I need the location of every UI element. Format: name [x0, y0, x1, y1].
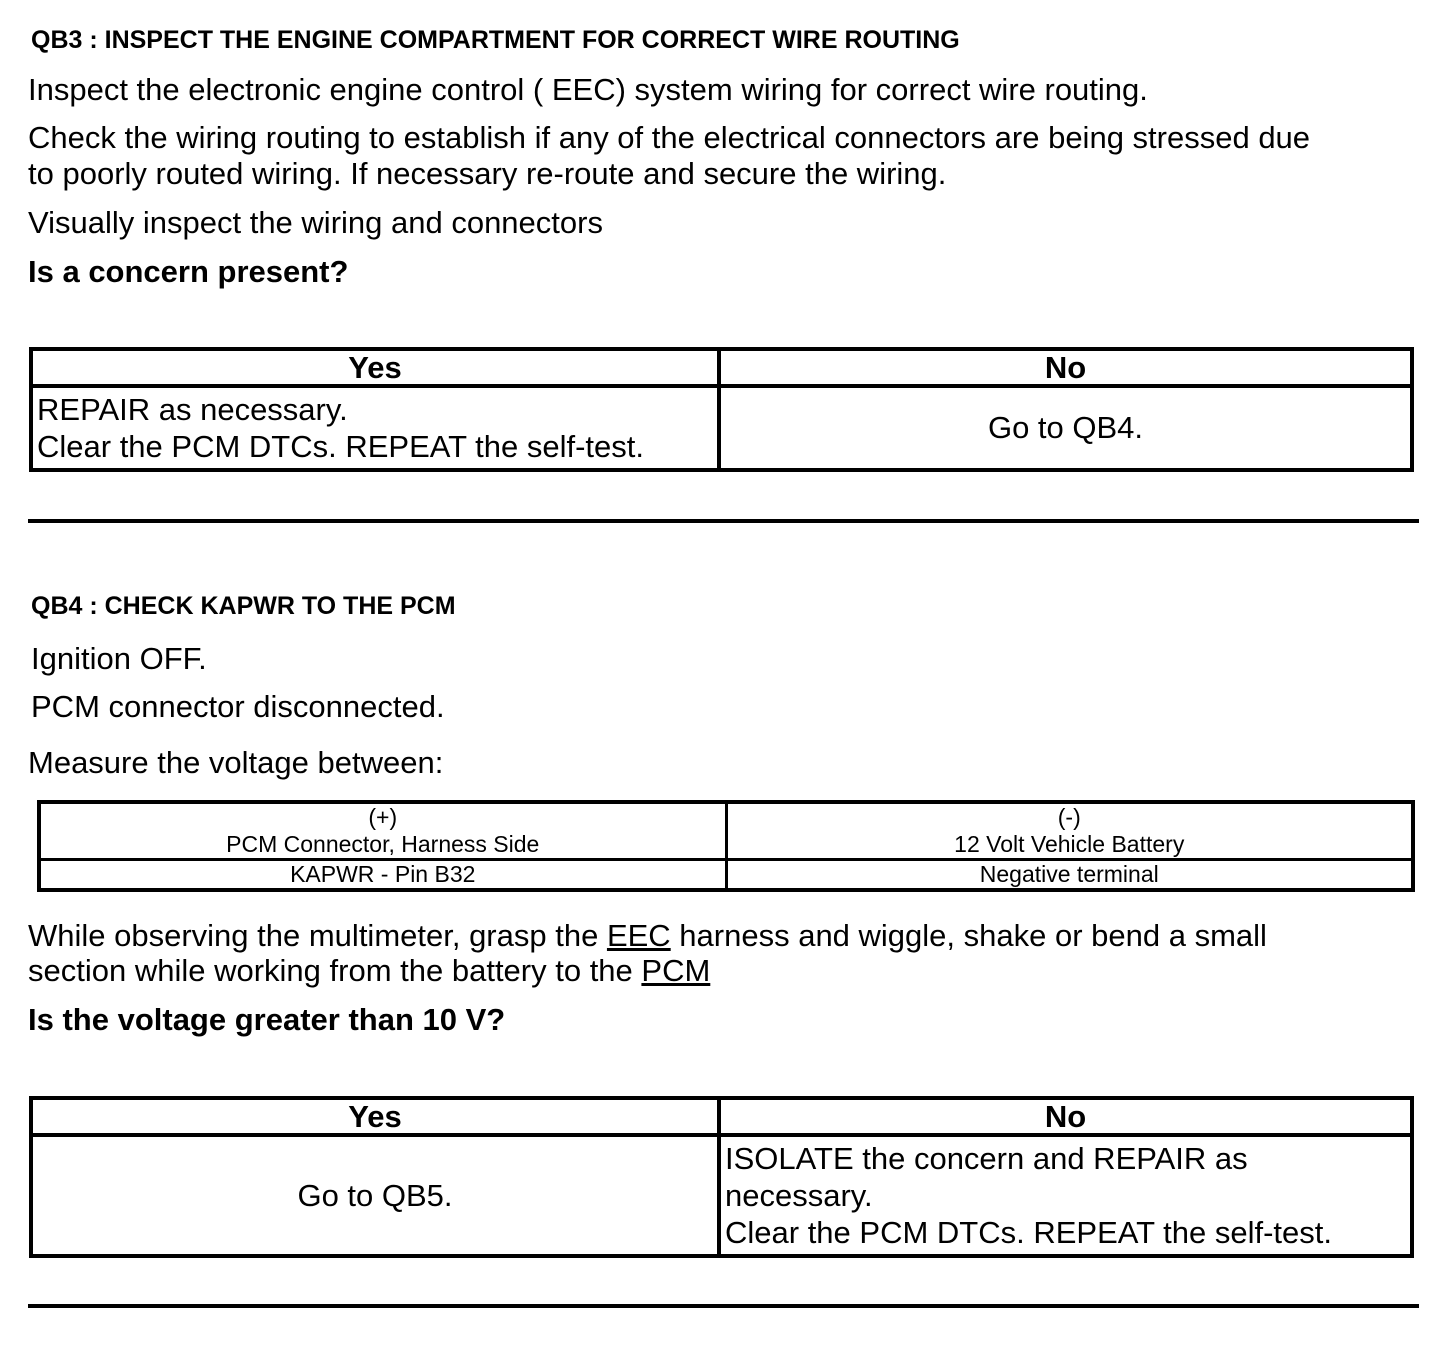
pcm-link[interactable]: PCM [641, 953, 711, 988]
qb4-decision-table [29, 1096, 1414, 1258]
qb3-no-cell: Go to QB4. [719, 386, 1412, 470]
instruction-text: While observing the multimeter, grasp the [28, 918, 607, 953]
section-divider-2 [28, 1304, 1419, 1308]
qb4-measurement-table [37, 800, 1415, 892]
qb4-instruction [28, 918, 1267, 988]
qb3-paragraph-2-line-1: Check the wiring routing to establish if any of the electrical connectors are being stressed due [28, 120, 1311, 155]
measure-plus-label: PCM Connector, Harness Side [226, 831, 540, 857]
qb4-no-line-3: Clear the PCM DTCs. REPEAT the self-test. [725, 1215, 1332, 1250]
qb4-yes-header: Yes [31, 1098, 719, 1135]
qb4-paragraph-3: Measure the voltage between: [28, 745, 444, 780]
qb4-paragraph-1: Ignition OFF. [31, 641, 207, 676]
qb4-no-line-1: ISOLATE the concern and REPAIR as [725, 1141, 1248, 1176]
qb4-instruction-line-1 [28, 918, 1267, 953]
qb4-instruction-line-2 [28, 953, 1267, 988]
measure-minus-symbol: (-) [1057, 804, 1081, 830]
instruction-text: section while working from the battery to the [28, 953, 642, 988]
qb3-paragraph-1: Inspect the electronic engine control ( EEC) system wiring for correct wire routing. [28, 72, 1148, 107]
qb3-question: Is a concern present? [28, 254, 349, 289]
qb3-paragraph-2 [28, 120, 1310, 192]
qb3-yes-line-1: REPAIR as necessary. [37, 392, 348, 427]
qb4-no-header: No [719, 1098, 1412, 1135]
qb3-yes-cell [31, 386, 719, 470]
measure-minus-label: 12 Volt Vehicle Battery [954, 831, 1185, 857]
qb4-question: Is the voltage greater than 10 V? [28, 1002, 506, 1037]
qb3-paragraph-2-line-2: to poorly routed wiring. If necessary re-route and secure the wiring. [28, 156, 947, 191]
qb3-yes-header: Yes [31, 349, 719, 386]
qb3-heading: QB3 : INSPECT THE ENGINE COMPARTMENT FOR CORRECT WIRE ROUTING [31, 26, 960, 54]
measure-plus-symbol: (+) [368, 804, 398, 830]
qb4-heading: QB4 : CHECK KAPWR TO THE PCM [31, 592, 456, 620]
qb3-decision-table [29, 347, 1414, 472]
measure-minus-value: Negative terminal [726, 860, 1413, 891]
qb3-no-header: No [719, 349, 1412, 386]
section-divider-1 [28, 519, 1419, 523]
qb4-no-cell [719, 1135, 1412, 1256]
measure-plus-value: KAPWR - Pin B32 [39, 860, 726, 891]
qb3-paragraph-3: Visually inspect the wiring and connectors [28, 205, 603, 240]
qb4-paragraph-2: PCM connector disconnected. [31, 689, 445, 724]
measure-minus-header [726, 802, 1413, 860]
qb3-yes-line-2: Clear the PCM DTCs. REPEAT the self-test. [37, 429, 644, 464]
eec-link[interactable]: EEC [606, 918, 671, 953]
qb4-yes-cell: Go to QB5. [31, 1135, 719, 1256]
instruction-text: harness and wiggle, shake or bend a small [670, 918, 1267, 953]
qb4-no-line-2: necessary. [725, 1178, 873, 1213]
measure-plus-header [39, 802, 726, 860]
